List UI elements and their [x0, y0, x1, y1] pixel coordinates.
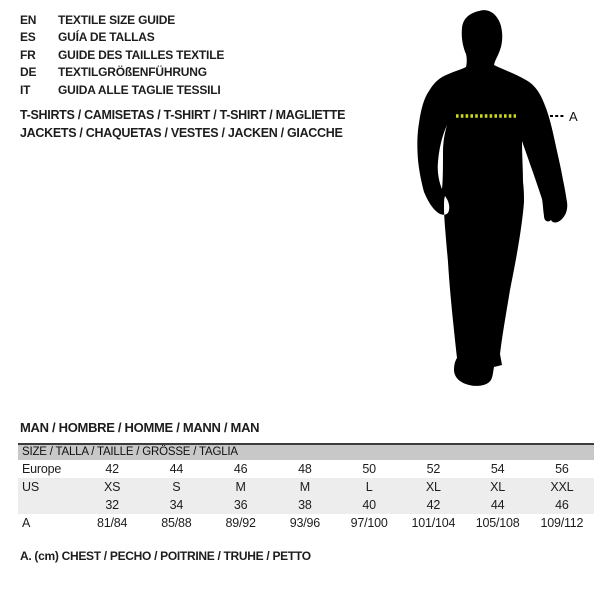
man-silhouette-figure	[380, 0, 600, 400]
language-code: EN	[20, 12, 37, 27]
size-cell: 34	[169, 498, 184, 512]
language-text: GUIDE DES TAILLES TEXTILE	[58, 47, 225, 62]
size-cell: 85/88	[161, 516, 192, 530]
language-row-it	[20, 81, 224, 99]
size-cell: 54	[490, 462, 505, 476]
size-cell: 42	[426, 498, 441, 512]
size-table	[18, 443, 594, 532]
language-code: ES	[20, 30, 36, 45]
row-label: US	[22, 480, 39, 494]
size-cell: 105/108	[475, 516, 520, 530]
section-title-man: MAN / HOMBRE / HOMME / MANN / MAN	[20, 420, 260, 435]
size-cell: 36	[233, 498, 248, 512]
language-row-fr	[20, 46, 224, 64]
footnote-chest: A. (cm) CHEST / PECHO / POITRINE / TRUHE / PETTO	[20, 549, 311, 563]
language-list	[20, 11, 224, 99]
language-code: FR	[20, 47, 36, 62]
size-cell: M	[299, 480, 310, 494]
language-text: TEXTILE SIZE GUIDE	[58, 12, 176, 27]
size-cell: 50	[362, 462, 376, 476]
size-cell: 40	[362, 498, 376, 512]
size-cell: 52	[426, 462, 441, 476]
size-cell: 44	[490, 498, 505, 512]
size-cell: 109/112	[540, 516, 584, 530]
size-cell: 32	[105, 498, 119, 512]
size-cell: 56	[555, 462, 569, 476]
row-label: A	[22, 516, 31, 530]
table-row	[18, 478, 594, 496]
size-cell: 101/104	[411, 516, 456, 530]
category-line-jackets: JACKETS / CHAQUETAS / VESTES / JACKEN / GIACCHE	[20, 126, 343, 140]
size-cell: XS	[103, 480, 121, 494]
size-cell: 48	[298, 462, 312, 476]
category-line-tshirts: T-SHIRTS / CAMISETAS / T-SHIRT / T-SHIRT / MAGLIETTE	[20, 108, 346, 122]
size-cell: 46	[555, 498, 569, 512]
size-cell: 42	[105, 462, 119, 476]
size-cell: M	[235, 480, 246, 494]
size-cell: 46	[233, 462, 248, 476]
category-lines	[20, 106, 345, 142]
measure-label-a: A	[569, 109, 578, 124]
language-text: GUÍA DE TALLAS	[58, 30, 155, 45]
size-cell: 93/96	[289, 516, 321, 530]
language-code: IT	[20, 82, 31, 97]
language-row-en	[20, 11, 224, 29]
size-table-body	[18, 460, 594, 532]
size-cell: 44	[169, 462, 184, 476]
size-cell: 89/92	[225, 516, 256, 530]
language-text: TEXTILGRÖßENFÜHRUNG	[58, 65, 207, 80]
table-row	[18, 496, 594, 514]
size-cell: 97/100	[350, 516, 388, 530]
language-row-de	[20, 64, 224, 82]
language-text: GUIDA ALLE TAGLIE TESSILI	[58, 82, 221, 97]
size-cell: 38	[298, 498, 312, 512]
size-table-header: SIZE / TALLA / TAILLE / GRÖSSE / TAGLIA	[18, 445, 594, 460]
table-row	[18, 460, 594, 478]
row-label	[18, 496, 80, 514]
size-cell: XXL	[550, 480, 574, 494]
size-cell: XL	[490, 480, 506, 494]
man-silhouette	[417, 10, 567, 386]
size-cell: S	[172, 480, 181, 494]
size-cell: XL	[425, 480, 441, 494]
table-row	[18, 514, 594, 532]
language-row-es	[20, 29, 224, 47]
row-label: Europe	[22, 462, 62, 476]
size-cell: L	[365, 480, 373, 494]
language-code: DE	[20, 65, 37, 80]
size-cell: 81/84	[96, 516, 128, 530]
